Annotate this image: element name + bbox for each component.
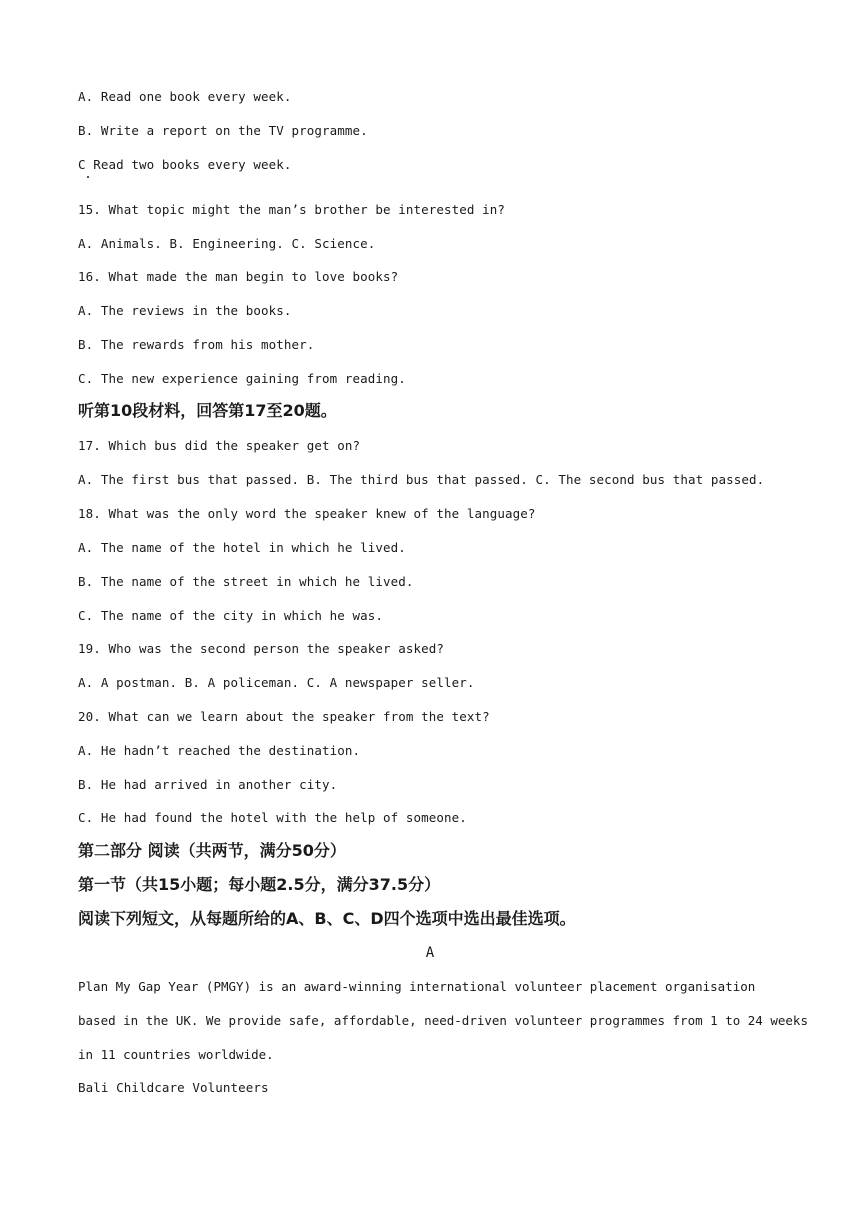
option-16b: B. The rewards from his mother. [78,337,315,352]
option-18a: A. The name of the hotel in which he lived. [78,540,406,555]
section-10-heading: 听第10段材料，回答第17至20题。 [78,401,337,420]
option-20b: B. He had arrived in another city. [78,777,338,792]
section-heading-bali: Bali Childcare Volunteers [78,1080,269,1095]
reading-instructions: 阅读下列短文，从每题所给的A、B、C、D四个选项中选出最佳选项。 [78,909,576,928]
question-15: 15. What topic might the man’s brother be interested in? [78,202,506,217]
stray-dot-mark [87,176,89,178]
passage-line-2: based in the UK. We provide safe, affordable, need-driven volunteer programmes from 1 to 24 weeks [78,1013,808,1028]
question-17-options: A. The first bus that passed. B. The third bus that passed. C. The second bus that passed. [78,472,765,487]
option-18b: B. The name of the street in which he lived. [78,574,414,589]
question-18: 18. What was the only word the speaker knew of the language? [78,506,536,521]
passage-label: A [425,945,435,961]
option-20c: C. He had found the hotel with the help of someone. [78,810,467,825]
option-16a: A. The reviews in the books. [78,303,292,318]
option-18c: C. The name of the city in which he was. [78,608,384,623]
question-16: 16. What made the man begin to love books? [78,269,399,284]
option-20a: A. He hadn’t reached the destination. [78,743,361,758]
question-19: 19. Who was the second person the speaker asked? [78,641,445,656]
option-14c: C Read two books every week. [78,157,292,172]
section-1-heading: 第一节（共15小题；每小题2.5分，满分37.5分） [78,875,441,894]
option-16c: C. The new experience gaining from reading. [78,371,406,386]
question-17: 17. Which bus did the speaker get on? [78,438,361,453]
question-20: 20. What can we learn about the speaker from the text? [78,709,490,724]
passage-line-1: Plan My Gap Year (PMGY) is an award-winning international volunteer placement organisation [78,979,756,994]
option-14b: B. Write a report on the TV programme. [78,123,368,138]
passage-line-3: in 11 countries worldwide. [78,1047,274,1062]
option-14a: A. Read one book every week. [78,89,292,104]
part-2-heading: 第二部分 阅读（共两节，满分50分） [78,841,346,860]
question-15-options: A. Animals. B. Engineering. C. Science. [78,236,376,251]
question-19-options: A. A postman. B. A policeman. C. A newspaper seller. [78,675,475,690]
